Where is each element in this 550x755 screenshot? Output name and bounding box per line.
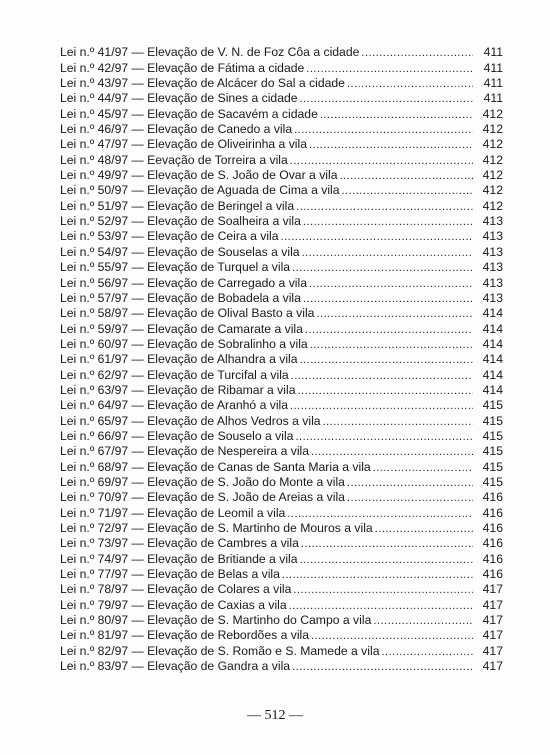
toc-entry [60, 106, 503, 121]
dot-leader [302, 247, 473, 260]
toc-entry-page: 412 [482, 137, 503, 152]
toc-entry-page: 417 [482, 659, 503, 674]
toc-entry-page: 417 [482, 597, 503, 612]
dot-leader [342, 185, 473, 198]
dot-leader [290, 155, 473, 168]
toc-entry [60, 214, 503, 229]
toc-entry-page: 411 [483, 45, 503, 60]
table-of-contents [60, 45, 503, 674]
toc-entry-page: 412 [482, 198, 503, 213]
dot-leader [289, 600, 473, 613]
toc-entry [60, 398, 503, 413]
toc-entry-title: Lei n.º 62/97 — Elevação de Turcifal a vila [60, 367, 289, 382]
dot-leader [300, 554, 473, 567]
dot-leader [301, 538, 473, 551]
toc-entry-title: Lei n.º 59/97 — Elevação de Camarate a vila [60, 321, 303, 336]
dot-leader [309, 278, 473, 291]
toc-entry-title: Lei n.º 58/97 — Elevação de Olival Basto a vila [60, 306, 315, 321]
toc-entry [60, 444, 503, 459]
toc-entry [60, 60, 503, 75]
toc-entry [60, 567, 503, 582]
toc-entry [60, 490, 503, 505]
dot-leader [361, 47, 473, 60]
toc-entry-page: 415 [482, 459, 503, 474]
toc-entry-title: Lei n.º 73/97 — Elevação de Cambres a vila [60, 536, 299, 551]
toc-entry-page: 414 [482, 367, 503, 382]
toc-entry [60, 383, 503, 398]
toc-entry [60, 321, 503, 336]
toc-entry-page: 415 [482, 428, 503, 443]
toc-entry-page: 417 [482, 628, 503, 643]
toc-entry-page: 414 [482, 306, 503, 321]
toc-entry [60, 198, 503, 213]
toc-entry-title: Lei n.º 44/97 — Elevação de Sines a cidade [60, 91, 298, 106]
toc-entry-title: Lei n.º 78/97 — Elevação de Colares a vila [60, 582, 292, 597]
toc-entry-page: 415 [482, 413, 503, 428]
toc-entry-page: 413 [482, 214, 503, 229]
toc-entry-page: 417 [482, 643, 503, 658]
toc-entry-title: Lei n.º 57/97 — Elevação de Bobadela a vila [60, 290, 301, 305]
toc-entry-title: Lei n.º 48/97 — Eevação de Torreira a vila [60, 152, 288, 167]
toc-entry-page: 415 [482, 474, 503, 489]
toc-entry-title: Lei n.º 64/97 — Elevação de Aranhó a vila [60, 398, 289, 413]
toc-entry-page: 415 [482, 398, 503, 413]
dot-leader [293, 584, 473, 597]
toc-entry-page: 413 [482, 290, 503, 305]
toc-entry [60, 536, 503, 551]
dot-leader [347, 477, 473, 490]
toc-entry-page: 411 [483, 91, 503, 106]
toc-entry [60, 429, 503, 444]
toc-entry-page: 412 [482, 183, 503, 198]
dot-leader [300, 354, 473, 367]
toc-entry [60, 352, 503, 367]
toc-entry-title: Lei n.º 45/97 — Elevação de Sacavém a cidade [60, 106, 318, 121]
dot-leader [347, 492, 473, 505]
toc-entry [60, 229, 503, 244]
toc-entry-page: 412 [482, 106, 503, 121]
toc-entry [60, 551, 503, 566]
dot-leader [292, 262, 473, 275]
toc-entry [60, 613, 503, 628]
toc-entry-page: 416 [482, 551, 503, 566]
toc-entry-title: Lei n.º 41/97 — Elevação de V. N. de Foz Côa a cidade [60, 45, 360, 60]
toc-entry [60, 582, 503, 597]
toc-entry-title: Lei n.º 54/97 — Elevação de Souselas a vila [60, 244, 300, 259]
dot-leader [297, 385, 473, 398]
toc-entry-page: 413 [482, 275, 503, 290]
toc-entry [60, 597, 503, 612]
toc-entry-title: Lei n.º 60/97 — Elevação de Sobralinho a vila [60, 336, 308, 351]
dot-leader [309, 139, 473, 152]
toc-entry-title: Lei n.º 70/97 — Elevação de S. João de Areias a vila [60, 490, 345, 505]
toc-entry [60, 505, 503, 520]
toc-entry-title: Lei n.º 49/97 — Elevação de S. João de Ovar a vila [60, 168, 338, 183]
toc-entry-page: 414 [482, 321, 503, 336]
dot-leader [282, 569, 473, 582]
toc-entry-page: 414 [482, 352, 503, 367]
toc-entry [60, 291, 503, 306]
toc-entry-page: 417 [482, 613, 503, 628]
dot-leader [305, 324, 473, 337]
toc-entry-title: Lei n.º 43/97 — Elevação de Alcácer do Sal a cidade [60, 76, 345, 91]
toc-entry-page: 416 [482, 505, 503, 520]
dot-leader [339, 170, 473, 183]
toc-entry-page: 417 [482, 582, 503, 597]
dot-leader [292, 661, 473, 674]
dot-leader [381, 646, 473, 659]
dot-leader [295, 431, 473, 444]
toc-entry-title: Lei n.º 77/97 — Elevação de Belas a vila [60, 567, 280, 582]
dot-leader [281, 231, 473, 244]
toc-entry [60, 183, 503, 198]
dot-leader [320, 109, 473, 122]
toc-entry-page: 411 [483, 60, 503, 75]
toc-entry-page: 416 [482, 490, 503, 505]
toc-entry [60, 475, 503, 490]
toc-entry [60, 122, 503, 137]
toc-entry [60, 367, 503, 382]
dot-leader [310, 339, 473, 352]
toc-entry-page: 412 [482, 152, 503, 167]
toc-entry-page: 413 [482, 244, 503, 259]
toc-entry-title: Lei n.º 47/97 — Elevação de Oliveirinha a vila [60, 137, 307, 152]
toc-entry [60, 337, 503, 352]
toc-entry-title: Lei n.º 82/97 — Elevação de S. Romão e S. Mamede a vila [60, 643, 380, 658]
dot-leader [296, 201, 473, 214]
toc-entry [60, 306, 503, 321]
dot-leader [311, 630, 473, 643]
dot-leader [290, 400, 473, 413]
toc-entry [60, 275, 503, 290]
dot-leader [323, 416, 473, 429]
dot-leader [287, 508, 473, 521]
toc-entry-page: 414 [482, 336, 503, 351]
toc-entry-page: 413 [482, 260, 503, 275]
toc-entry-title: Lei n.º 42/97 — Elevação de Fátima a cidade [60, 60, 305, 75]
toc-entry-title: Lei n.º 71/97 — Elevação de Leomil a vila [60, 505, 286, 520]
toc-entry-title: Lei n.º 66/97 — Elevação de Souselo a vila [60, 428, 294, 443]
toc-entry-title: Lei n.º 67/97 — Elevação de Nespereira a vila [60, 444, 310, 459]
toc-entry-title: Lei n.º 79/97 — Elevação de Caxias a vila [60, 597, 287, 612]
toc-entry-title: Lei n.º 74/97 — Elevação de Britiande a vila [60, 551, 298, 566]
toc-entry-title: Lei n.º 55/97 — Elevação de Turquel a vila [60, 260, 291, 275]
toc-entry [60, 152, 503, 167]
toc-entry-title: Lei n.º 63/97 — Elevação de Ribamar a vila [60, 382, 296, 397]
toc-entry [60, 137, 503, 152]
toc-entry-page: 416 [482, 521, 503, 535]
dot-leader [373, 615, 473, 628]
toc-entry-title: Lei n.º 61/97 — Elevação de Alhandra a vila [60, 352, 298, 367]
toc-entry-page: 412 [482, 168, 503, 183]
dot-leader [306, 63, 473, 76]
dot-leader [303, 293, 473, 306]
toc-entry-title: Lei n.º 72/97 — Elevação de S. Martinho de Mouros a vila [60, 521, 373, 535]
dot-leader [291, 370, 473, 383]
toc-entry [60, 459, 503, 474]
toc-entry-title: Lei n.º 53/97 — Elevação de Ceira a vila [60, 229, 279, 244]
toc-entry [60, 628, 503, 643]
toc-entry [60, 76, 503, 91]
toc-entry-title: Lei n.º 83/97 — Elevação de Gandra a vila [60, 659, 291, 674]
dot-leader [375, 523, 473, 536]
dot-leader [303, 216, 473, 229]
toc-entry-page: 416 [482, 567, 503, 582]
dot-leader [294, 124, 473, 137]
toc-entry-title: Lei n.º 81/97 — Elevação de Rebordões a vila [60, 628, 310, 643]
toc-entry-title: Lei n.º 50/97 — Elevação de Aguada de Cima a vila [60, 183, 340, 198]
toc-entry-page: 412 [482, 122, 503, 137]
dot-leader [373, 462, 473, 475]
toc-entry-title: Lei n.º 69/97 — Elevação de S. João do Monte a vila [60, 474, 345, 489]
page-number-footer: — 512 — [247, 708, 303, 723]
toc-entry [60, 643, 503, 658]
toc-entry [60, 91, 503, 106]
toc-entry-title: Lei n.º 52/97 — Elevação de Soalheira a vila [60, 214, 301, 229]
toc-entry-page: 416 [482, 536, 503, 551]
toc-entry-title: Lei n.º 68/97 — Elevação de Canas de Santa Maria a vila [60, 459, 371, 474]
toc-entry-page: 414 [482, 382, 503, 397]
toc-entry-title: Lei n.º 80/97 — Elevação de S. Martinho do Campo a vila [60, 613, 372, 628]
toc-entry [60, 45, 503, 60]
toc-entry [60, 521, 503, 536]
toc-entry-title: Lei n.º 51/97 — Elevação de Beringel a vila [60, 198, 295, 213]
toc-entry [60, 168, 503, 183]
toc-entry [60, 413, 503, 428]
dot-leader [300, 93, 473, 106]
toc-entry [60, 244, 503, 259]
toc-entry-title: Lei n.º 65/97 — Elevação de Alhos Vedros a vila [60, 413, 321, 428]
toc-entry [60, 659, 503, 674]
dot-leader [316, 308, 473, 321]
toc-entry-page: 415 [482, 444, 503, 459]
toc-entry-page: 413 [482, 229, 503, 244]
toc-entry-title: Lei n.º 56/97 — Elevação de Carregado a vila [60, 275, 307, 290]
toc-entry-page: 411 [483, 76, 503, 91]
dot-leader [311, 446, 473, 459]
toc-entry [60, 260, 503, 275]
dot-leader [347, 78, 473, 91]
toc-entry-title: Lei n.º 46/97 — Elevação de Canedo a vila [60, 122, 293, 137]
